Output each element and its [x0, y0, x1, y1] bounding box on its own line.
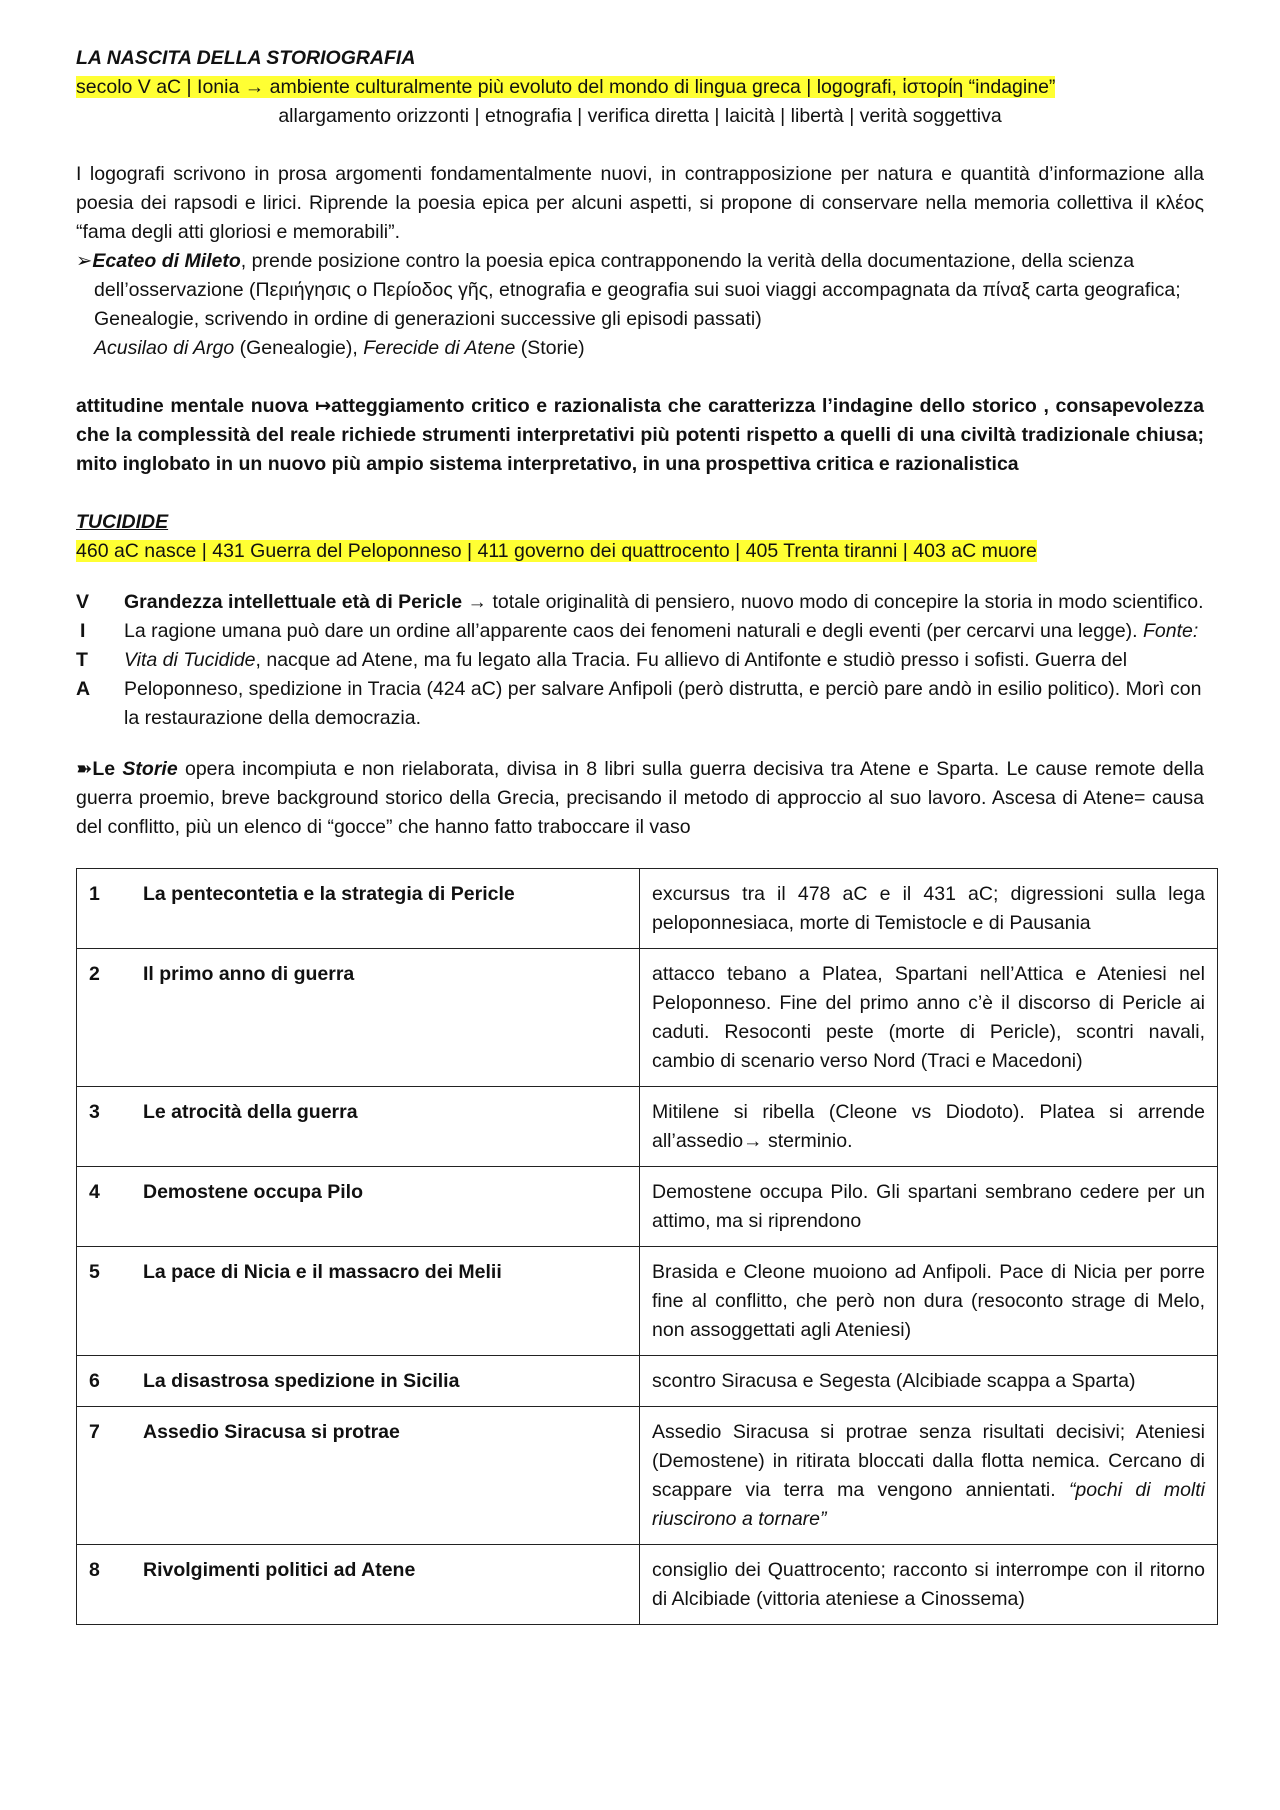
book-desc-cell: Demostene occupa Pilo. Gli spartani sembrano cedere per un attimo, ma si riprendono [640, 1167, 1218, 1247]
section-title-tucidide: TUCIDIDE [76, 511, 169, 533]
book-desc-cell: scontro Siracusa e Segesta (Alcibiade scappa a Sparta) [640, 1356, 1218, 1407]
book-title-cell: 2 Il primo anno di guerra [77, 949, 640, 1087]
table-row [77, 949, 1218, 1087]
book-title-cell: 6 La disastrosa spedizione in Sicilia [77, 1356, 640, 1407]
table-row [77, 1356, 1218, 1407]
table-row [77, 1407, 1218, 1545]
book-title-cell: 7 Assedio Siracusa si protrae [77, 1407, 640, 1545]
quote: “pochi di molti riuscirono a tornare” [652, 1479, 1205, 1530]
book-desc-cell: attacco tebano a Platea, Spartani nell’Attica e Ateniesi nel Peloponneso. Fine del primo anno c’è il discorso di Pericle ai caduti. Resoconti peste (morte di Pericle), scontri navali, cambio di scenario verso Nord (Traci e Macedoni) [640, 949, 1218, 1087]
vita-vertical-label: V I T A [76, 591, 91, 700]
books-table [76, 868, 1218, 1625]
ecateo-name: Ecateo di Mileto [92, 250, 241, 272]
vita-block [76, 588, 1204, 733]
attitudine-paragraph: attitudine mentale nuova ↦atteggiamento critico e razionalista che caratterizza l’indagine dello storico , consapevolezza che la complessità del reale richiede strumenti interpretativi più potenti rispetto a quelli di una civiltà tradizionale chiusa; mito inglobato in un nuovo più ampio sistema interpretativo, in una prospettiva critica e razionalistica [76, 395, 1204, 475]
arrow-bullet-icon: ➢ [76, 250, 93, 272]
other-logografi-line: Acusilao di Argo (Genealogie), Ferecide di Atene (Storie) [94, 337, 585, 359]
book-title-cell: 1 La pentecontetia e la strategia di Pericle [77, 869, 640, 949]
highlight-line-storiografia [76, 73, 1204, 102]
book-desc-cell: excursus tra il 478 aC e il 431 aC; digressioni sulla lega peloponnesiaca, morte di Temistocle e di Pausania [640, 869, 1218, 949]
book-desc-cell: Assedio Siracusa si protrae senza risultati decisivi; Ateniesi (Demostene) in ritirata bloccati dalla flotta nemica. Cercano di scappare via terra ma vengono annientati. “pochi di molti riuscirono a tornare” [640, 1407, 1218, 1545]
book-desc-cell: consiglio dei Quattrocento; racconto si interrompe con il ritorno di Alcibiade (vittoria ateniese a Cinossema) [640, 1545, 1218, 1625]
highlight-line-tucidide [76, 537, 1204, 566]
book-title-cell: 3 Le atrocità della guerra [77, 1087, 640, 1167]
book-title-cell: 4 Demostene occupa Pilo [77, 1167, 640, 1247]
storie-paragraph: ➽Le Storie opera incompiuta e non rielaborata, divisa in 8 libri sulla guerra decisiva tra Atene e Sparta. Le cause remote della guerra proemio, breve background storico della Grecia, precisando il metodo di approccio al suo lavoro. Ascesa di Atene= causa del conflitto, più un elenco di “gocce” che hanno fatto traboccare il vaso [76, 758, 1204, 838]
ecateo-bullet [76, 247, 1204, 334]
highlighted-text: secolo V aC | Ionia → ambiente culturalmente più evoluto del mondo di lingua greca | logografi, ἱστορίη “indagine” [76, 76, 1056, 98]
book-desc-cell: Brasida e Cleone muoiono ad Anfipoli. Pace di Nicia per porre fine al conflitto, che però non dura (resoconto strage di Melo, non assoggettati agli Ateniesi) [640, 1247, 1218, 1356]
table-row [77, 1247, 1218, 1356]
logografi-paragraph: I logografi scrivono in prosa argomenti fondamentalmente nuovi, in contrapposizione per natura e quantità d’informazione alla poesia dei rapsodi e lirici. Riprende la poesia epica per alcuni aspetti, si propone di conservare nella memoria collettiva il κλέος “fama degli atti gloriosi e memorabili”. [76, 163, 1204, 243]
book-desc-cell: Mitilene si ribella (Cleone vs Diodoto). Platea si arrende all’assedio→ sterminio. [640, 1087, 1218, 1167]
ecateo-text: , prende posizione contro la poesia epica contrapponendo la verità della documentazione, della scienza dell’osservazione (Περιήγησις o Περίοδος γῆς, etnografia e geografia sui suoi viaggi accompagnata da πίναξ carta geografica; Genealogie, scrivendo in ordine di generazioni successive gli episodi passati) [94, 250, 1181, 330]
table-row [77, 1087, 1218, 1167]
greek-kleos: κλέος [1155, 192, 1204, 214]
book-title-cell: 8 Rivolgimenti politici ad Atene [77, 1545, 640, 1625]
keywords-line: allargamento orizzonti | etnografia | verifica diretta | laicità | libertà | verità soggettiva [278, 105, 1002, 127]
highlighted-timeline: 460 aC nasce | 431 Guerra del Peloponneso | 411 governo dei quattrocento | 405 Trenta tiranni | 403 aC muore [76, 540, 1037, 562]
feathered-arrow-icon: ➽ [76, 758, 93, 780]
document-page [76, 44, 1204, 1625]
vita-text: Grandezza intellettuale età di Pericle → totale originalità di pensiero, nuovo modo di concepire la storia in modo scientifico. La ragione umana può dare un ordine all’apparente caos dei fenomeni naturali e degli eventi (per cercarvi una legge). Fonte: Vita di Tucidide, nacque ad Atene, ma fu legato alla Tracia. Fu allievo di Antifonte e studiò presso i sofisti. Guerra del Peloponneso, spedizione in Tracia (424 aC) per salvare Anfipoli (però distrutta, e perciò pare andò in esilio politico). Morì con la restaurazione della democrazia. [124, 591, 1204, 729]
table-row [77, 869, 1218, 949]
table-row [77, 1545, 1218, 1625]
section-title-storiografia: LA NASCITA DELLA STORIOGRAFIA [76, 47, 416, 69]
book-title-cell: 5 La pace di Nicia e il massacro dei Melii [77, 1247, 640, 1356]
table-row [77, 1167, 1218, 1247]
